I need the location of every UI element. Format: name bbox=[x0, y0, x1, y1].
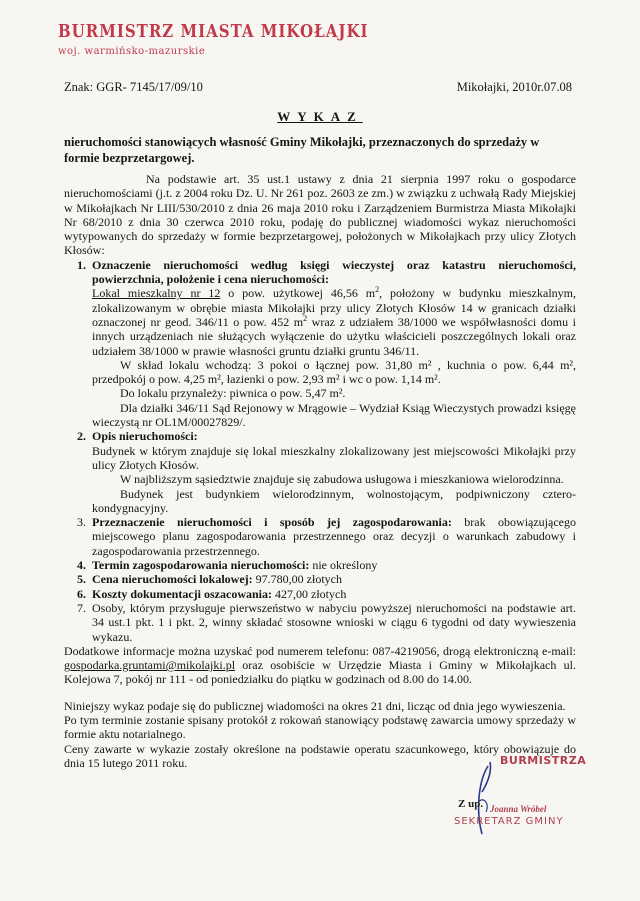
signature-block bbox=[448, 752, 598, 842]
items-list bbox=[64, 258, 576, 644]
item-heading: Koszty dokumentacji oszacowania: bbox=[92, 586, 272, 601]
item-text: brak obowiązującego miejscowego planu zagospodarowania przestrzennego oraz decyzji o warunkach zabudowy i zagospodarowania przestrzennego. bbox=[92, 515, 576, 558]
superscript: 2 bbox=[303, 313, 308, 323]
contact-info bbox=[64, 644, 576, 687]
spacer bbox=[64, 687, 576, 699]
item-2-para-1: Budynek w którym znajduje się lokal mieszkalny zlokalizowany jest miejscowości Mikołajki przy ulicy Złotych Kłosów. bbox=[92, 443, 576, 472]
document-body bbox=[64, 172, 576, 770]
item-text: 427,00 złotych bbox=[272, 586, 347, 601]
item-text: nie określony bbox=[309, 558, 378, 573]
item-2-para-2: W najbliższym sąsiedztwie znajduje się zabudowa usługowa i mieszkaniowa wielorodzinna. bbox=[120, 472, 564, 487]
list-item bbox=[64, 258, 576, 430]
stamp-burmistrza: BURMISTRZA bbox=[500, 754, 587, 767]
email-link[interactable]: gospodarka.gruntami@mikolajki.pl bbox=[64, 658, 236, 673]
item-1-para-3: Do lokalu przynależy: piwnica o pow. 5,47 m². bbox=[120, 386, 346, 401]
closing-para-3: Ceny zawarte w wykazie zostały określone na podstawie operatu szacunkowego, który obowiązuje do dnia 15 lutego 2011 roku. bbox=[64, 741, 576, 770]
text-span: o pow. użytkowej 46,56 m bbox=[220, 286, 376, 301]
document-subtitle: nieruchomości stanowiących własność Gminy Mikołajki, przeznaczonych do sprzedaży w formie bezprzetargowej. bbox=[64, 135, 540, 165]
signatory-name: Joanna Wróbel bbox=[490, 804, 547, 814]
item-heading: Termin zagospodarowania nieruchomości: bbox=[92, 558, 310, 573]
text-span: Dodatkowe informacje można uzyskać pod numerem telefonu: 087-4219056, drogą elektroniczną e-mail: bbox=[64, 643, 576, 658]
item-number: 7. bbox=[77, 600, 86, 615]
document-title: WYKAZ bbox=[277, 109, 363, 124]
item-1-content bbox=[92, 286, 576, 429]
closing-para-1: Niniejszy wykaz podaje się do publicznej wiadomości na okres 21 dni, licząc od dnia jego wywieszenia. bbox=[64, 698, 566, 713]
signatory-role: SEKRETARZ GMINY bbox=[454, 816, 564, 827]
item-heading: Cena nieruchomości lokalowej: bbox=[92, 572, 253, 587]
item-number: 1. bbox=[77, 257, 86, 272]
item-2-para-3: Budynek jest budynkiem wielorodzinnym, wolnostojącym, podpiwniczony cztero-kondygnacyjny. bbox=[92, 486, 576, 515]
stamp-line-1: BURMISTRZ MIASTA MIKOŁAJKI bbox=[58, 20, 369, 42]
list-item bbox=[64, 429, 576, 515]
item-heading: Oznaczenie nieruchomości według księgi wieczystej oraz katastru nieruchomości, powierzchnia, położenie i cena nieruchomości: bbox=[92, 257, 576, 287]
item-text: 97.780,00 złotych bbox=[252, 572, 342, 587]
item-number: 6. bbox=[77, 586, 86, 601]
closing-para-2: Po tym terminie zostanie spisany protokół z rokowań stanowiący podstawę zawarcia umowy sprzedaży w formie aktu notarialnego. bbox=[64, 712, 576, 742]
place-date: Mikołajki, 2010r.07.08 bbox=[456, 80, 572, 94]
item-number: 3. bbox=[77, 515, 86, 530]
item-heading: Przeznaczenie nieruchomości i sposób jej zagospodarowania: bbox=[92, 515, 452, 530]
contact-paragraph bbox=[64, 644, 576, 687]
item-text: Osoby, którym przysługuje pierwszeństwo w nabyciu powyższej nieruchomości na podstawie art. 34 ust.1 pkt. 1 i pkt. 2, winny składać stosowne wnioski w ciągu 6 tygodni od daty wywieszenia wykazu. bbox=[92, 600, 576, 644]
list-item bbox=[64, 572, 576, 586]
list-item bbox=[64, 587, 576, 601]
superscript: 2 bbox=[375, 285, 380, 295]
stamp-line-2: woj. warmińsko-mazurskie bbox=[58, 46, 206, 57]
item-heading: Opis nieruchomości: bbox=[92, 429, 198, 444]
text-span: wraz z udziałem 38/1000 we współwłasności domu i innych urządzeniach nie służących wyłączenie do użytku właścicieli poszczególnych lokali oraz udziałem 38/1000 w prawie własności gruntu działki gruntu 346/11. bbox=[92, 314, 576, 358]
item-number: 5. bbox=[77, 572, 86, 587]
office-stamp bbox=[58, 22, 369, 57]
reference-number: Znak: GGR- 7145/17/09/10 bbox=[64, 80, 203, 94]
list-item bbox=[64, 601, 576, 644]
list-item bbox=[64, 558, 576, 572]
item-1-para-1 bbox=[92, 286, 576, 357]
signature-zup: Z up. bbox=[458, 798, 484, 810]
list-item bbox=[64, 515, 576, 558]
item-1-para-4: Dla działki 346/11 Sąd Rejonowy w Mrągowie – Wydział Ksiąg Wieczystych prowadzi księgę wieczystą nr OL1M/00027829/. bbox=[92, 400, 576, 430]
text-span: oraz osobiście w Urzędzie Miasta i Gminy w Mikołajkach ul. Kolejowa 7, pokój nr 111 - od poniedziałku do piątku w godzinach od 8.00 do 14.00. bbox=[64, 658, 576, 687]
item-1-para-2: W skład lokalu wchodzą: 3 pokoi o łącznej pow. 31,80 m² , kuchnia o pow. 6,44 m², przedpokój o pow. 4,25 m², łazienki o pow. 2,93 m² i wc o pow. 1,14 m². bbox=[92, 357, 576, 387]
text-span: , położony w budynku mieszkalnym, zlokalizowanym w obrębie miasta Mikołajki przy ulicy Złotych Kłosów 14 w granicach działki oznaczonej nr geod. 346/11 o pow. 452 m bbox=[92, 286, 576, 329]
intro-paragraph: Na podstawie art. 35 ust.1 ustawy z dnia 21 sierpnia 1997 roku o gospodarce nieruchomościami (j.t. z 2004 roku Dz. U. Nr 261 poz. 2603 ze zm.) w związku z uchwałą Rady Miejskiej w Mikołajkach Nr LIII/530/2010 z dnia 26 maja 2010 roku i Zarządzeniem Burmistrza Miasta Mikołajki Nr 68/2010 z dnia 30 czerwca 2010 roku, podaję do publicznej wiadomości wykaz nieruchomości wytypowanych do sprzedaży w formie bezprzetargowej, położonych w Mikołajkach przy ulicy Złotych Kłosów: bbox=[64, 172, 576, 258]
lokal-label: Lokal mieszkalny nr 12 bbox=[92, 286, 221, 301]
item-number: 4. bbox=[77, 558, 86, 573]
item-number: 2. bbox=[77, 429, 86, 444]
